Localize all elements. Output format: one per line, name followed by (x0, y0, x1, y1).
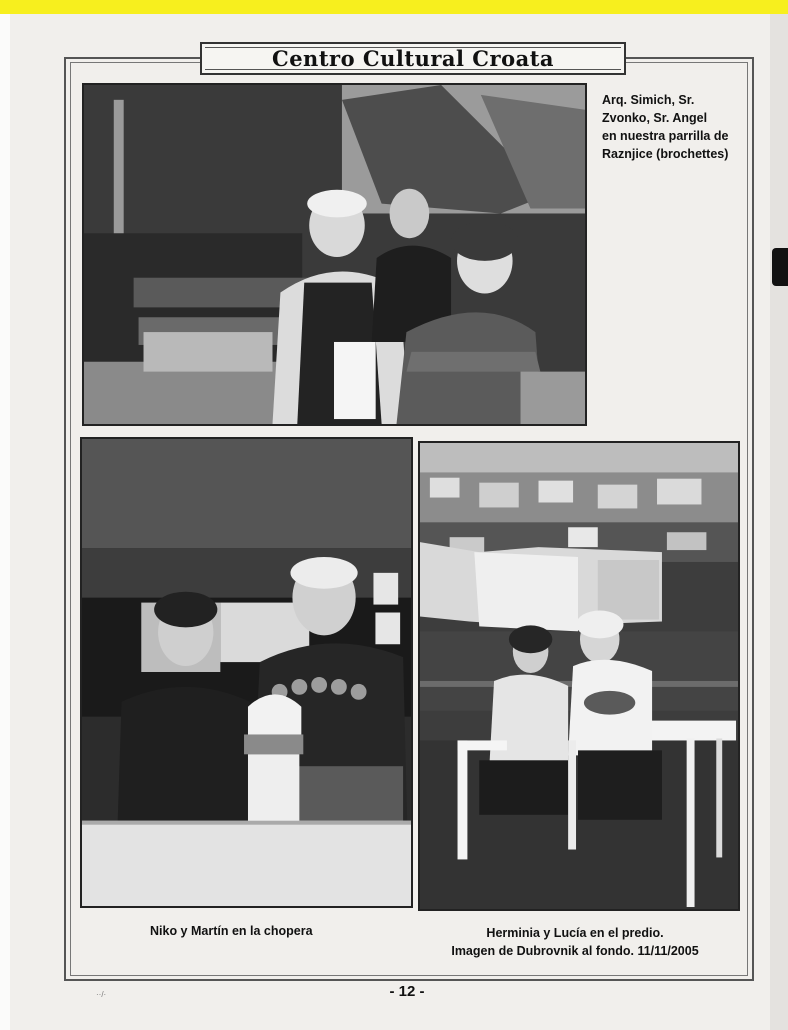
caption-line: Arq. Simich, Sr. (602, 93, 695, 107)
photo-beer-tap (80, 437, 413, 908)
page-number: - 12 - (389, 983, 425, 1000)
photo-dubrovnik-mural (418, 441, 740, 911)
scan-left-edge (0, 14, 10, 1030)
caption-line: en nuestra parrilla de (602, 129, 729, 143)
caption-line: Herminia y Lucía en el predio. (486, 926, 664, 940)
caption-line: Imagen de Dubrovnik al fondo. 11/11/2005 (451, 944, 699, 958)
scan-top-strip (0, 0, 788, 14)
scan-right-edge (770, 14, 788, 1030)
scan-binder-tab (772, 248, 788, 286)
caption-beer-tap: Niko y Martín en la chopera (150, 924, 313, 938)
caption-line: Zvonko, Sr. Angel (602, 111, 708, 125)
photo-grill-group (82, 83, 587, 426)
caption-grill-group (602, 91, 752, 163)
page-header (200, 42, 626, 75)
page-title: Centro Cultural Croata (271, 46, 554, 71)
caption-dubrovnik-mural (425, 924, 725, 960)
caption-line: Raznjice (brochettes) (602, 147, 729, 161)
print-mark: ··/· (96, 990, 107, 999)
